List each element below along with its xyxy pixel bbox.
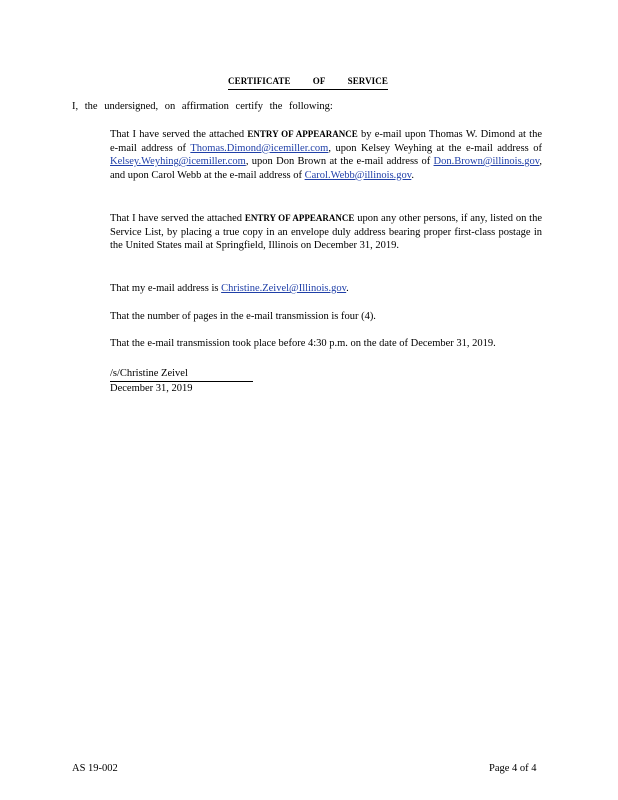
- p1-text-end: .: [411, 169, 414, 181]
- p1-text-mid2: , upon Kelsey Weyhing at the e-mail address of: [328, 142, 542, 154]
- email-link-brown[interactable]: Don.Brown@illinois.gov: [433, 156, 540, 167]
- p3-text-before: That my e-mail address is: [110, 283, 219, 294]
- paragraph-email-service: [110, 128, 542, 182]
- certificate-title: [228, 75, 388, 90]
- signature-block: [110, 367, 253, 395]
- p2-text-after: upon any other persons, if any, listed on the Service List, by placing a true copy in an envelope duly address bearing proper first-class postage in the United States mail at Springfield, Illinois on December 31, 2019.: [110, 213, 542, 251]
- footer-case-number: AS 19-002: [72, 763, 118, 774]
- p3-text-end: .: [346, 283, 349, 294]
- paragraph-my-email: [110, 282, 542, 296]
- footer-page-number: Page 4 of 4: [489, 763, 537, 774]
- email-link-dimond[interactable]: Thomas.Dimond@icemiller.com: [190, 142, 329, 154]
- p1-text-before: That I have served the attached: [110, 129, 245, 140]
- title-word-3: SERVICE: [347, 76, 388, 86]
- signature-name: /s/Christine Zeivel: [110, 367, 253, 382]
- signature-date: December 31, 2019: [110, 382, 193, 394]
- intro-line: I, the undersigned, on affirmation certify the following:: [72, 101, 333, 112]
- p1-text-mid1: by e-mail upon Thomas W. Dimond at the e-mail address of: [110, 129, 543, 154]
- paragraph-page-count: That the number of pages in the e-mail transmission is four (4).: [110, 311, 376, 322]
- title-word-1: CERTIFICATE: [228, 76, 291, 86]
- p2-text-before: That I have served the attached: [110, 213, 242, 224]
- email-link-weyhing[interactable]: Kelsey.Weyhing@icemiller.com: [110, 156, 246, 167]
- paragraph-mail-service: [110, 212, 542, 253]
- title-word-2: OF: [312, 76, 326, 86]
- p2-document-name: ENTRY OF APPEARANCE: [244, 213, 355, 223]
- paragraph-transmission-time: That the e-mail transmission took place before 4:30 p.m. on the date of December 31, 2019.: [110, 338, 496, 349]
- p1-text-mid3: , upon Don Brown at the e-mail address of: [245, 156, 431, 167]
- p1-document-name: ENTRY OF APPEARANCE: [247, 129, 358, 139]
- email-link-webb[interactable]: Carol.Webb@illinois.gov: [304, 169, 412, 181]
- p1-text-mid4: , and upon Carol Webb at the e-mail address of: [110, 156, 542, 181]
- email-link-zeivel[interactable]: Christine.Zeivel@Illinois.gov: [221, 283, 347, 294]
